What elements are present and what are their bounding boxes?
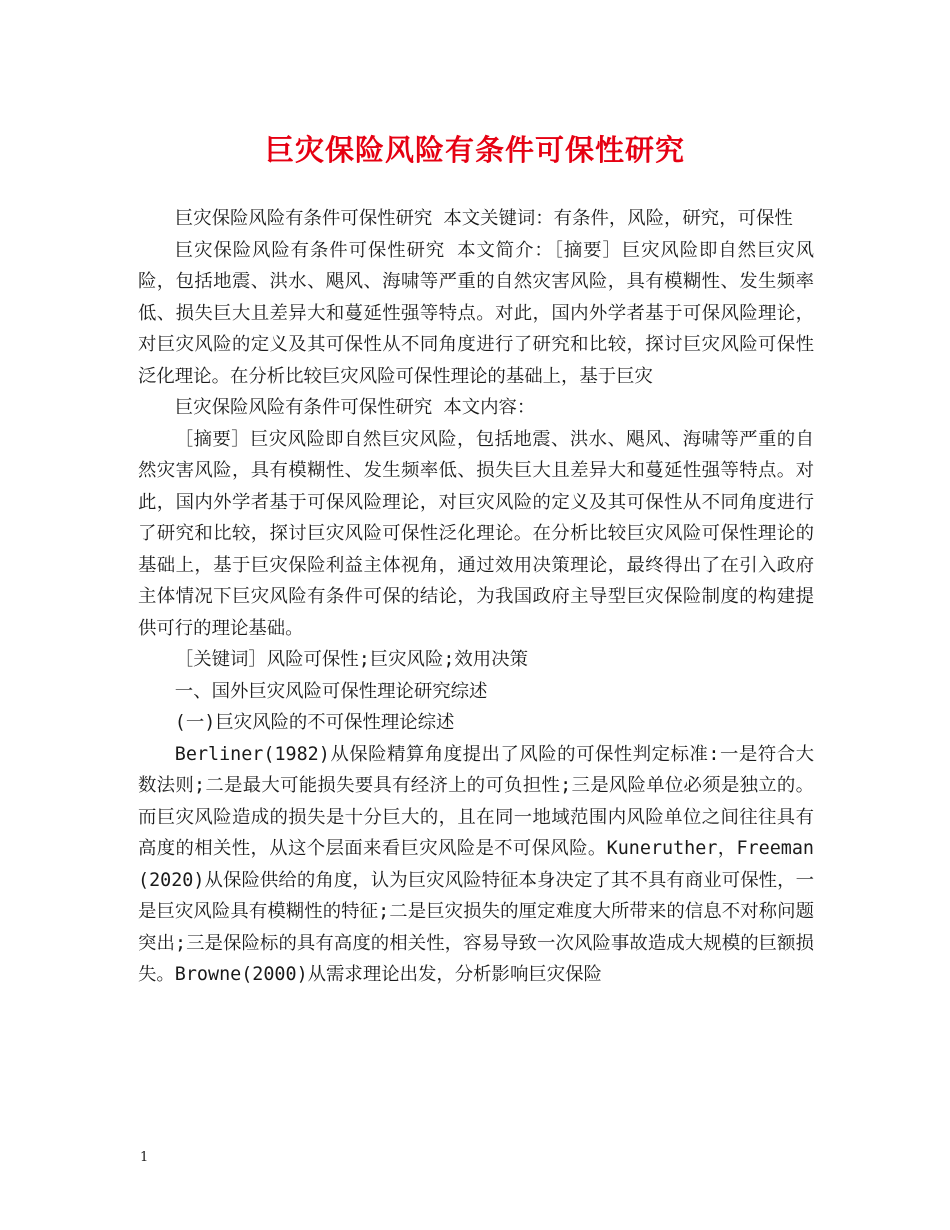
document-title: 巨灾保险风险有条件可保性研究: [264, 133, 685, 167]
body-paragraph: Berliner(1982)从保险精算角度提出了风险的可保性判定标准:一是符合大数法则;二是最大可能损失要具有经济上的可负担性;三是风险单位必须是独立的。而巨灾风险造成的损失是十分巨大的，且在同一地域范围内风险单位之间往往具有高度的相关性，从这个层面来看巨灾风险是不可保风险。Kuneruther，Freeman(2020)从保险供给的角度，认为巨灾风险特征本身决定了其不具有商业可保性，一是巨灾风险具有模糊性的特征;二是巨灾损失的厘定难度大所带来的信息不对称问题突出;三是保险标的具有高度的相关性，容易导致一次风险事故造成大规模的巨额损失。Browne(2000)从需求理论出发，分析影响巨灾保险: [138, 743, 814, 985]
section-heading-1: 一、国外巨灾风险可保性理论研究综述: [174, 680, 488, 702]
keywords-line: 巨灾保险风险有条件可保性研究 本文关键词：有条件，风险，研究，可保性: [174, 208, 793, 229]
summary-paragraph: 巨灾保险风险有条件可保性研究 本文简介：［摘要］巨灾风险即自然巨灾风险，包括地震、洪水、飓风、海啸等严重的自然灾害风险，具有模糊性、发生频率低、损失巨大且差异大和蔓延性强等特点。对此，国内外学者基于可保风险理论，对巨灾风险的定义及其可保性从不同角度进行了研究和比较，探讨巨灾风险可保性泛化理论。在分析比较巨灾风险可保性理论的基础上，基于巨灾: [138, 239, 814, 387]
subsection-heading-1: (一)巨灾风险的不可保性理论综述: [174, 712, 455, 733]
abstract-paragraph: ［摘要］巨灾风险即自然巨灾风险，包括地震、洪水、飓风、海啸等严重的自然灾害风险，具有模糊性、发生频率低、损失巨大且差异大和蔓延性强等特点。对此，国内外学者基于可保风险理论，对巨灾风险的定义及其可保性从不同角度进行了研究和比较，探讨巨灾风险可保性泛化理论。在分析比较巨灾风险可保性理论的基础上，基于巨灾保险利益主体视角，通过效用决策理论，最终得出了在引入政府主体情况下巨灾风险有条件可保的结论，为我国政府主导型巨灾保险制度的构建提供可行的理论基础。: [138, 428, 814, 639]
keywords-paragraph: ［关键词］风险可保性;巨灾风险;效用决策: [174, 649, 528, 670]
page-number: 1: [140, 1150, 149, 1165]
content-intro-line: 巨灾保险风险有条件可保性研究 本文内容：: [174, 397, 536, 418]
document-body: [138, 203, 814, 991]
